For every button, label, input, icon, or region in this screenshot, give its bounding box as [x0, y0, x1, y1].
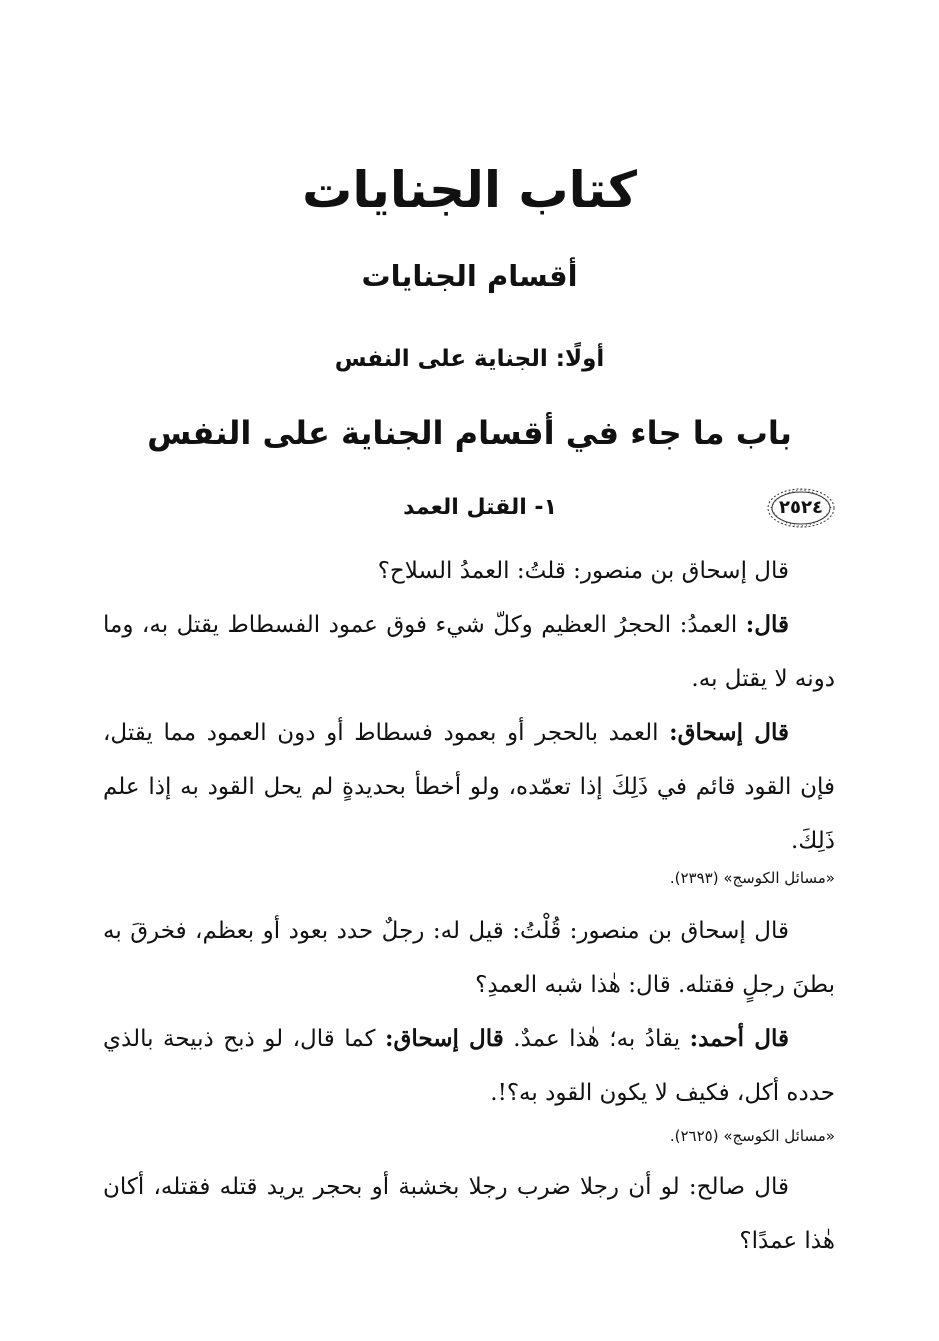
text-block-3 — [103, 1160, 835, 1268]
speaker-label: قال إسحاق: — [385, 1025, 504, 1052]
paragraph-text: يقادُ به؛ هٰذا عمدٌ. — [503, 1026, 690, 1052]
paragraph-text: كما قال، لو ذبح ذبيحة بالذي حدده أكل، فكيف لا يكون القود به؟!. — [103, 1026, 835, 1106]
paragraph-text: قال صالح: لو أن رجلا ضرب رجلا بخشبة أو بحجر يريد قتله فقتله، أكان هٰذا عمدًا؟ — [103, 1174, 835, 1254]
issue-number-badge — [765, 486, 837, 530]
speaker-label: قال: — [745, 611, 789, 638]
paragraph — [103, 544, 835, 598]
paragraph-text: قال إسحاق بن منصور: قلتُ: العمدُ السلاح؟ — [377, 558, 789, 584]
paragraph-text: العمد بالحجر أو بعمود فسطاط أو دون العمود مما يقتل، فإن القود قائم في ذَلِكَ إذا تعمّده، ولو أخطأ بحديدةٍ لم يحل القود به إذا علم ذَلِكَ. — [103, 720, 835, 854]
section-title: أقسام الجنايات — [361, 259, 578, 293]
paragraph — [103, 1012, 835, 1120]
paragraph — [103, 598, 835, 706]
chapter-title: باب ما جاء في أقسام الجناية على النفس — [147, 414, 792, 452]
book-title: كتاب الجنايات — [302, 161, 637, 219]
paragraph — [103, 1160, 835, 1268]
paragraph — [103, 904, 835, 1012]
paragraph-text: العمدُ: الحجرُ العظيم وكلّ شيء فوق عمود الفسطاط يقتل به، وما دونه لا يقتل به. — [103, 612, 835, 692]
source-reference: «مسائل الكوسج» (٢٣٩٣). — [669, 869, 835, 887]
speaker-label: قال إسحاق: — [669, 719, 789, 746]
issue-number: ٢٥٢٤ — [779, 497, 823, 518]
paragraph-text: قال إسحاق بن منصور: قُلْتُ: قيل له: رجلٌ حدد بعود أو بعظم، فخرقَ به بطنَ رجلٍ فقتله. قال: هٰذا شبه العمدِ؟ — [103, 918, 835, 998]
item-heading-row — [100, 486, 835, 532]
paragraph — [103, 706, 835, 868]
text-block-1 — [103, 544, 835, 868]
subsection-title: أولًا: الجناية على النفس — [334, 346, 605, 372]
text-block-2 — [103, 904, 835, 1120]
speaker-label: قال أحمد: — [689, 1025, 789, 1052]
item-title: ١- القتل العمد — [403, 495, 557, 520]
source-reference: «مسائل الكوسج» (٢٦٢٥). — [669, 1127, 835, 1145]
